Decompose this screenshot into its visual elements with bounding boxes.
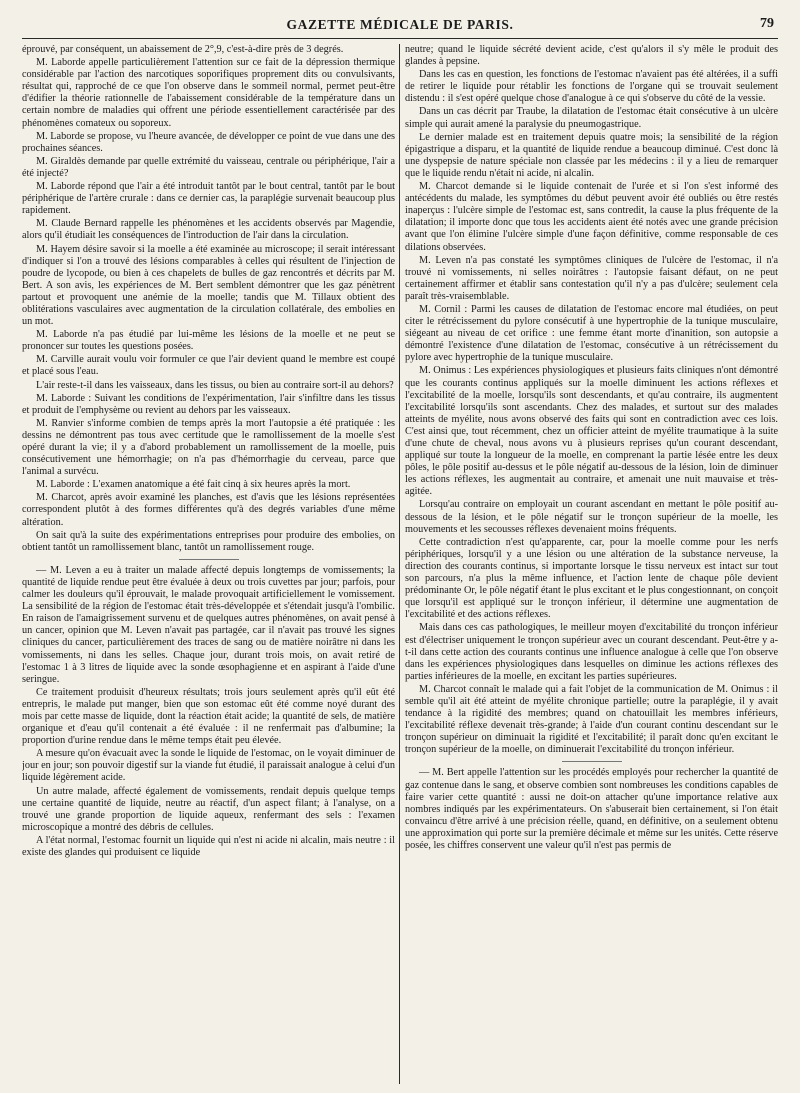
paragraph: M. Giraldès demande par quelle extrémité du vaisseau, centrale ou périphérique, l'air a été injecté? <box>22 155 395 179</box>
paragraph: M. Claude Bernard rappelle les phénomènes et les accidents observés par Magendie, alors qu'il étudiait les conséquences de l'introduction de l'air dans la circulation. <box>22 218 395 242</box>
paragraph: Dans les cas en question, les fonctions de l'estomac n'avaient pas été altérées, il a suffi de retirer le liquide pour rétablir les fonctions de l'organe qui se trouvait seulement distendu : il s'est opéré quelque chose d'analogue à ce qui s'observe du côté de la vessie. <box>405 69 778 105</box>
paragraph: M. Laborde : L'examen anatomique a été fait cinq à six heures après la mort. <box>36 479 351 491</box>
paragraph: Dans un cas décrit par Traube, la dilatation de l'estomac était consécutive à un ulcère simple qui aurait amené la paralysie du pneumogastrique. <box>405 106 778 130</box>
paragraph: Lorsqu'au contraire on employait un courant ascendant en mettant le pôle positif au-dessous de la lésion, et le pôle négatif sur le tronçon supérieur de la moelle, les mouvements et les secousses réflexes devenaient moins fréquents. <box>405 499 778 535</box>
section-divider <box>179 559 239 560</box>
paragraph: éprouvé, par conséquent, un abaissement de 2°,9, c'est-à-dire près de 3 degrés. <box>22 44 344 55</box>
paragraph: M. Laborde répond que l'air a été introduit tantôt par le bout central, tantôt par le bout périphérique de l'artère crurale : dans ce dernier cas, la paraplégie survenait beaucoup plus rapidement. <box>22 181 395 217</box>
section-divider <box>562 761 622 762</box>
paragraph: Mais dans ces cas pathologiques, le meilleur moyen d'excitabilité du tronçon inférieur est d'électriser uniquement le tronçon supérieur avec un courant descendant. Peut-être y a-t-il dans cette action des courants continus une influence analogue à celle que l'on observe dans les expériences physiologiques dans lesquelles on diminue les actions réflexes des parties inférieures de la moelle, en excitant les parties supérieures. <box>405 622 778 682</box>
paragraph: M. Laborde n'a pas étudié par lui-même les lésions de la moelle et ne peut se prononcer sur toutes les questions posées. <box>22 329 395 353</box>
paragraph: M. Hayem désire savoir si la moelle a été examinée au microscope; il serait intéressant d'indiquer si l'on a trouvé des lésions comparables à celles qui résultent de l'injection de poudre de lycopode, ou bien à ces chapelets de bulles de gaz rencontrés et décrits par M. Bert. A son avis, les expériences de M. Bert semblent démontrer que les gaz pénètrent partout et provoquent une anémie de la moelle; tandis que M. Tillaux obtient des oblitérations vasculaires avec augmentation de la circulation collatérale, des embolies en un mot. <box>22 243 395 328</box>
page-header <box>22 12 778 39</box>
paragraph: L'air reste-t-il dans les vaisseaux, dans les tissus, ou bien au contraire sort-il au dehors? <box>36 379 394 391</box>
paragraph: Cette contradiction n'est qu'apparente, car, pour la moelle comme pour les nerfs périphériques, lorsqu'il y a une lésion ou une altération de la substance nerveuse, la direction des courants continus, si importante lorsque le tissu nerveux est intact sur tout son parcours, n'a plus la même influence, et l'action lente de chaque pôle devient prédominante Or, le pôle négatif étant le plus excitant et le plus congestionnant, on conçoit que lorsqu'il est appliqué sur le tronçon inférieur, il détermine une augmentation de l'excitabilité et des actions réflexes. <box>405 536 778 621</box>
paragraph: M. Laborde se propose, vu l'heure avancée, de développer ce point de vue dans une des prochaines séances. <box>22 130 395 154</box>
left-column <box>22 44 395 1088</box>
paragraph: Un autre malade, affecté également de vomissements, rendait depuis quelque temps une certaine quantité de liquide, neutre au réactif, d'un aspect filant; à l'analyse, on a trouvé une grande proportion de liquide aqueux, renfermant des sels : l'examen microscopique a montré des débris de cellules. <box>22 785 395 833</box>
paragraph: M. Cornil : Parmi les causes de dilatation de l'estomac encore mal étudiées, on peut citer le rétrécissement du pylore consécutif à une hypertrophie de la tunique musculaire, siégeant au niveau de cet orifice : une femme étant morte d'inanition, son autopsie a démontré l'existence d'une dilatation de l'estomac, consécutive à un rétrécissement du pylore avec hypertrophie de la tunique musculaire. <box>405 303 778 364</box>
page-number: 79 <box>760 16 774 31</box>
paragraph: A mesure qu'on évacuait avec la sonde le liquide de l'estomac, on le voyait diminuer de jour en jour; son pouvoir digestif sur la viande fut étudié, il paraissait analogue à celui d'un liquide légèrement acide. <box>22 748 395 784</box>
paragraph: M. Laborde appelle particulièrement l'attention sur ce fait de la dépression thermique considérable par l'action des narcotiques soporifiques proprement dits ou convulsivants, résultat qui, rapproché de ce que l'on observe dans le sommeil normal, permet peut-être d'édifier la théorie rationnelle de l'abaissement considérable de la température dans un certain nombre de maladies qui offrent une période essentiellement caractérisée par des phénomènes comateux ou soporeux. <box>22 57 395 129</box>
paragraph: Ce traitement produisit d'heureux résultats; trois jours seulement après qu'il eût été entrepris, le malade put manger, bien que son estomac eût été comme noyé durant des mois par cette masse de liquide, dont la réaction était acide; la quantité de sels, de matière organique et d'eau qu'il contenait a été évaluée : il ne renfermait pas d'albumine; la proportion d'urine rendue dans le même temps était peu élevée. <box>22 686 395 747</box>
paragraph: M. Charcot demande si le liquide contenait de l'urée et si l'on s'est informé des antécédents du malade, les symptômes du début peuvent avoir été oubliés ou être restés inaperçus : l'ulcère simple de l'estomac est, sans contredit, la cause la plus fréquente de la dilatation; il importe donc que tous les accidents aient été notés avec une grande précision avant que l'on élimine l'ulcère simple d'une façon définitive, comme responsable de ces dilations observées. <box>405 181 778 253</box>
journal-title: GAZETTE MÉDICALE DE PARIS. <box>286 17 514 32</box>
paragraph: M. Charcot connaît le malade qui a fait l'objet de la communication de M. Onimus : il semble qu'il ait été atteint de myélite chronique partielle; outre la paraplégie, il y avait tendance à la rigidité des membres; quand on chatouillait les membres inférieurs, l'excitabilité réflexe devenait très-grande; à l'aide d'un courant continu descendant sur le tronçon supérieur on diminuait la rigidité et l'excitabilité; il paraît donc qu'en excitant le tronçon supérieur de la moelle, on diminuerait l'excitabilité du tronçon inférieur. <box>405 683 778 756</box>
paragraph: M. Ranvier s'informe combien de temps après la mort l'autopsie a été pratiquée : les dessins ne démontrent pas tous avec certitude que le ramollissement de la moelle s'est opéré durant la vie; il y a d'abord probablement un ramollissement de la moelle, puis consécutivement une hémorrhagie; on n'a pas d'hémorrhagie du cerveau, parce que l'animal a survécu. <box>22 417 395 478</box>
right-column <box>405 44 778 1088</box>
paragraph: neutre; quand le liquide sécrété devient acide, c'est qu'alors il s'y mêle le produit des glandes à pepsine. <box>405 44 778 68</box>
paragraph: — M. Bert appelle l'attention sur les procédés employés pour rechercher la quantité de gaz contenue dans le sang, et observe combien sont nombreuses les conditions capables de faire varier cette quantité : aussi ne doit-on attacher qu'une importance relative aux nombres indiqués par les expérimentateurs. On s'abuserait bien certainement, si l'on était convaincu d'être arrivé à une précision réelle, quand, en définitive, on a seulement obtenu une approximation qui porte sur la première décimale et même sur les unités. Cette réserve posée, les chiffres conservent une valeur qu'il n'est pas permis de <box>405 767 778 851</box>
paragraph: Le dernier malade est en traitement depuis quatre mois; la sensibilité de la région épigastrique a disparu, et la quantité de liquide rendue a beaucoup diminué. C'est donc là une dyspepsie de nature spéciale non classée par les médecins : il y a lieu de remarquer que le liquide rendu n'était ni acide, ni alcalin. <box>405 131 778 179</box>
paragraph: M. Laborde : Suivant les conditions de l'expérimentation, l'air s'infiltre dans les tissus et produit de l'emphysème ou revient au dehors par les vaisseaux. <box>22 392 395 416</box>
paragraph: M. Leven n'a pas constaté les symptômes cliniques de l'ulcère de l'estomac, il n'a trouvé ni vomissements, ni selles noirâtres : l'autopsie faisant défaut, on ne peut certainement affirmer et établir sans contestation qu'il n'y a pas d'ulcère; seulement cela paraît très-vraisemblable. <box>405 254 778 302</box>
paragraph: M. Onimus : Les expériences physiologiques et plusieurs faits cliniques n'ont démontré que les courants continus appliqués sur la moelle diminuent les actions réflexes et l'excitabilité de la moelle, lorsqu'ils sont descendants, et qu'au contraire, ils augmentent l'excitabilité lorsqu'ils sont ascendants. Chez des malades, et surtout sur des malades atteints de myélite, nous avons observé des faits qui sont en contradiction avec ces lois. C'est ainsi que, tout récemment, chez un officier atteint de myélite traumatique à la suite d'une chute de cheval, nous avons vu à plusieurs reprises qu'un courant descendant, appliqué sur toute la longueur de la moelle, en comprenant la partie lésée entre les deux pôles, le pôle positif au-dessus et le pôle négatif au-dessous de la lésion, loin de diminuer les actions réflexes, les augmentait au contraire, et amenait une nuit mauvaise et très-agitée. <box>405 365 778 498</box>
paragraph: A l'état normal, l'estomac fournit un liquide qui n'est ni acide ni alcalin, mais neutre : il existe des glandes qui produisent ce liquide <box>22 834 395 858</box>
paragraph: — M. Leven a eu à traiter un malade affecté depuis longtemps de vomissements; la quantité de liquide rendue peut être évaluée à deux ou trois cuvettes par jour; parfois, pour calmer les douleurs qu'il éprouvait, le malade provoquait artificiellement le vomissement. La sensibilité de la région de l'estomac était très-développée et s'étendait jusqu'à l'ombilic. En raison de l'amaigrissement survenu et de quelques autres phénomènes, on avait pensé à un cancer, opinion que M. Leven n'avait pas partagée, car il n'avait pas trouvé les signes cliniques du cancer, particulièrement des traces de sang ou de matière noirâtre ni dans les vomissements, ni dans les selles. Chaque jour, durant trois mois, on avait retiré de l'estomac 1 à 3 litres de liquide avec la sonde œsophagienne et en aspirant à l'aide d'une seringue. <box>22 564 395 685</box>
column-divider <box>399 44 400 1084</box>
paragraph: M. Charcot, après avoir examiné les planches, est d'avis que les lésions représentées correspondent plutôt à des formes différentes qu'à des degrés variables d'une même altération. <box>22 492 395 528</box>
paragraph: M. Carville aurait voulu voir formuler ce que l'air devient quand le membre est coupé et placé sous l'eau. <box>22 354 395 378</box>
paragraph: On sait qu'à la suite des expérimentations entreprises pour produire des embolies, on obtient tantôt un ramollissement blanc, tantôt un ramollissement rouge. <box>22 529 395 553</box>
